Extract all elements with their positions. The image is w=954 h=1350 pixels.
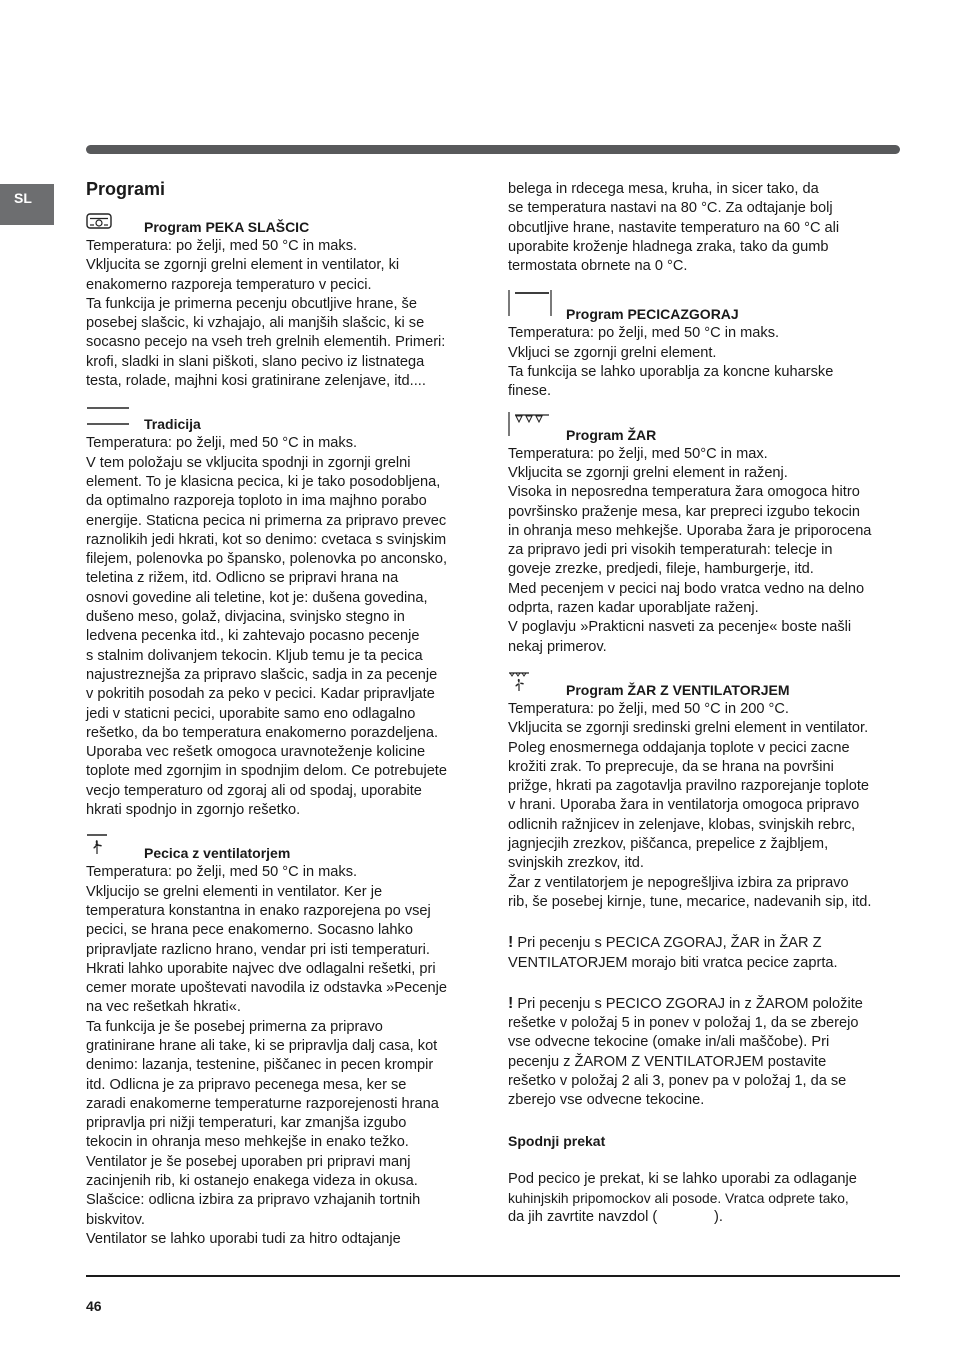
text-line: ledvena pecenka itd., ki zahtevajo pocasno pecenje: [86, 628, 420, 645]
text-line: najustreznejša za pripravo slašcic, sadja in za pecenje: [86, 666, 438, 683]
continued-text: [508, 180, 888, 276]
bottom-rule: [86, 1275, 900, 1277]
text-line: V poglavju »Prakticni nasveti za pecenje« boste našli: [508, 619, 852, 636]
text-line: se temperatura nastavi na 80 °C. Za odtajanje bolj: [508, 200, 833, 217]
text-line: rešetko, da bo temperatura enakomerno porazdeljena.: [86, 724, 439, 741]
text-line: obcutljive hrane, nastavite temperaturo na 60 °C ali: [508, 219, 840, 236]
text-line: vse odvecne tekocine (omake in/ali maščobe). Pri: [508, 1034, 830, 1051]
text-line: socasno pecejo na vseh treh grelnih elementih. Primeri:: [86, 334, 446, 351]
text-line: odprta, razen kadar uporabljate raženj.: [508, 600, 759, 617]
text-line: belega in rdecega mesa, kruha, in sicer tako, da: [508, 181, 819, 197]
text-line: nekaj primerov.: [508, 638, 607, 655]
text-line: svinjskih zrezkov, itd.: [508, 855, 644, 872]
text-line: Poleg enosmernega oddajanja toplote v pecici zacne: [508, 739, 850, 756]
text-line: da optimalno razporeja toploto in ima majhno porabo: [86, 493, 427, 510]
text-line: zberejo vse odvecne tekocine.: [508, 1092, 705, 1109]
text-line: rib, še posebej kirnje, tune, mecarice, nadevanih sip, itd.: [508, 893, 872, 910]
text-line: energije. Staticna pecica ni primerna za pripravo prevec: [86, 512, 447, 529]
text-line: Ventilator je še posebej uporaben pri pripravi manj: [86, 1153, 411, 1170]
text-line: rešetko v položaj 2 ali 3, ponev pa v položaj 1, da se: [508, 1072, 847, 1089]
text-line: toplote med zgornjim in spodnjim delom. Ce potrebujete: [86, 763, 447, 780]
top-decorative-bar: [86, 145, 900, 154]
text-line: raznolikih jedi hkrati, kot so denimo: cvetaca s svinjskim: [86, 531, 447, 548]
top-bottom-heat-icon: [86, 406, 130, 432]
text-line: pripravljate razlicno hrano, vendar pri isti temperaturi.: [86, 941, 430, 958]
text-line: Temperatura: po želji, med 50 °C in maks.: [508, 325, 780, 342]
text-line: s stalnim dolivanjem tekocin. Kljub temu je ta pecica: [86, 647, 423, 664]
text-line: Temperatura: po želji, med 50°C in max.: [508, 445, 768, 462]
text-line: Ventilator se lahko uporabi tudi za hitro odtajanje: [86, 1230, 401, 1247]
warning-rack-position: [508, 994, 888, 1111]
text-line: zacinjenih rib, ki ostanejo enakega videza in okusa.: [86, 1173, 418, 1190]
text-line: kuhinjskih pripomockov ali posode. Vratca odprete tako,: [508, 1191, 849, 1207]
program-peka-section: [86, 215, 466, 391]
text-line: Hkrati lahko uporabite najvec dve odlagalni rešetki, pri: [86, 960, 436, 977]
top-heat-icon: [508, 290, 552, 322]
text-line: Slašcice: odlicna izbira za pripravo vzhajanih tortnih: [86, 1192, 421, 1209]
program-zgoraj-label: Program PECICAZGORAJ: [566, 306, 739, 323]
text-line: goveje zrezke, predjedi, fileje, hamburgerje, itd.: [508, 561, 814, 578]
fan-icon: [86, 833, 108, 861]
text-line: dušeno meso, golaž, divjacina, svinjsko stegno in: [86, 609, 405, 626]
text-line: Žar z ventilatorjem je nepogrešljiva izbira za pripravo: [508, 874, 849, 891]
text-line: vecjo temperaturo od zgoraj ali od spodaj, uporabite: [86, 782, 422, 799]
page-title: Programi: [86, 179, 166, 199]
program-zgoraj-section: [508, 302, 888, 401]
text-line: Vkljucijo se grelni elementi in ventilator. Ker je: [86, 883, 383, 900]
text-line: Vkljuci se zgornji grelni element.: [508, 344, 717, 361]
program-zar-ventilator-section: [508, 678, 888, 912]
text-line: jedi v staticni pecici, uporabite samo eno odlagalno: [86, 705, 416, 722]
text-line: krofi, sladki in slani piškoti, slano pecivo iz listnatega: [86, 353, 425, 370]
text-line: da jih zavrtite navzdol ( ).: [508, 1209, 723, 1226]
text-line: Ta funkcija je primerna pecenju obcutljive hrane, še: [86, 295, 417, 312]
text-line: Temperatura: po želji, med 50 °C in maks.: [86, 435, 358, 452]
language-tab: SL: [0, 184, 54, 225]
text-line: [508, 933, 888, 953]
text-line: jagnjecjih zrezkov, piščanca, prepelice z žajbljem,: [508, 836, 829, 853]
text-line: Temperatura: po želji, med 50 °C in maks.: [86, 864, 358, 881]
warning-text: Pri pecenju s PECICA ZGORAJ, ŽAR in ŽAR Z: [513, 935, 822, 952]
program-zar-ventilator-label: Program ŽAR Z VENTILATORJEM: [566, 681, 790, 698]
text-line: v hrani. Uporaba žara in ventilatorja omogoca pripravo: [508, 797, 860, 814]
pastry-oven-icon: [86, 213, 112, 235]
program-zar-section: [508, 423, 888, 657]
page-number: 46: [86, 1298, 102, 1314]
left-column: [86, 178, 466, 1270]
text-line: temperatura konstantna in enako razporejena po vsej: [86, 902, 431, 919]
text-line: pripravlja pri nižji temperaturi, kar zmanjša izgubo: [86, 1115, 407, 1132]
text-line: in ohranja meso mehkejše. Uporaba žara je priporocena: [508, 522, 872, 539]
text-line: VENTILATORJEM morajo biti vratca pecice zaprta.: [508, 954, 838, 971]
spodnji-prekat-section: [508, 1132, 888, 1228]
text-line: testa, rolade, majhni kosi gratinirane zelenjave, itd....: [86, 373, 426, 390]
text-line: gratinirane hrane ali take, ki se pripravlja dalj casa, kot: [86, 1037, 438, 1054]
text-line: Ta funkcija je še posebej primerna za pripravo: [86, 1018, 383, 1035]
text-line: na vec rešetkah hkrati«.: [86, 999, 241, 1016]
warning-text: Pri pecenju s PECICO ZGORAJ in z ŽAROM položite: [513, 995, 863, 1012]
text-line: enakomerno razporeja temperaturo v pecici.: [86, 276, 372, 293]
program-tradicija-section: [86, 412, 466, 820]
fan-grill-icon: [508, 672, 530, 698]
text-line: teletina z rižem, itd. Odlicno se pripravi hrana na: [86, 570, 399, 587]
warning-mark: !: [508, 934, 514, 952]
text-line: Ta funkcija se lahko uporablja za koncne kuharske: [508, 364, 834, 381]
text-line: za pripravo jedi pri visokih temperaturah: telecje in: [508, 542, 833, 559]
program-tradicija-label: Tradicija: [144, 416, 201, 433]
text-line: hkrati spodnjo in zgornjo rešetko.: [86, 802, 301, 819]
warning-door-closed: [508, 933, 888, 973]
text-line: Vkljucita se zgornji grelni element in raženj.: [508, 464, 788, 481]
text-line: pecenju z ŽAROM Z VENTILATORJEM postavite: [508, 1053, 827, 1070]
text-line: element. To je klasicna pecica, ki je tako posodobljena,: [86, 473, 441, 490]
text-line: Temperatura: po želji, med 50 °C in maks.: [86, 238, 358, 254]
grill-icon: [508, 412, 552, 442]
program-ventilator-label: Pecica z ventilatorjem: [144, 845, 291, 862]
text-line: Pod pecico je prekat, ki se lahko uporabi za odlaganje: [508, 1170, 857, 1187]
text-line: posebej slašcic, ki vzhajajo, ali manjših slašcic, ki se: [86, 315, 425, 332]
text-line: uporabite kroženje hladnega zraka, tako da gumb: [508, 238, 829, 255]
text-line: zaradi enakomerne temperaturne razporejenosti hrana: [86, 1095, 439, 1112]
text-line: Vkljucita se zgornji grelni element in ventilator, ki: [86, 257, 400, 274]
text-line: [508, 994, 888, 1014]
text-line: Vkljucita se zgornji sredinski grelni element in ventilator.: [508, 720, 869, 737]
spodnji-prekat-heading: Spodnji prekat: [508, 1132, 606, 1149]
text-line: V tem položaju se vkljucita spodnji in zgornji grelni: [86, 454, 411, 471]
text-line: finese.: [508, 383, 551, 400]
warning-mark: !: [508, 994, 514, 1012]
text-line: v pokritih posodah za peko v pecici. Kadar pripravljate: [86, 686, 435, 703]
text-line: osnovi govedine ali teletine, kot je: dušena govedina,: [86, 589, 428, 606]
right-column: [508, 180, 888, 1249]
text-line: rešetke v položaj 5 in ponev v položaj 1, da se zberejo: [508, 1015, 859, 1032]
program-peka-label: Program PEKA SLAŠCIC: [144, 219, 310, 235]
text-line: denimo: lazanja, testenine, piščanec in pecen krompir: [86, 1057, 434, 1074]
text-line: filejem, polenovka po špansko, polenovka po anconsko,: [86, 551, 448, 568]
text-line: krožiti zrak. To preprecuje, da se hrana na površini: [508, 758, 834, 775]
text-line: pecici, se hrana pece enakomerno. Socasno lahko: [86, 922, 413, 939]
text-line: Uporaba vec rešetk omogoca uravnoteženje kolicine: [86, 744, 426, 761]
text-line: cemer morate upoštevati navodila iz odstavka »Pecenje: [86, 980, 447, 997]
text-line: površinsko praženje mesa, kar prepreci izgubo tekocin: [508, 503, 861, 520]
program-ventilator-section: [86, 841, 466, 1249]
program-zar-label: Program ŽAR: [566, 426, 657, 443]
text-line: tekocin in ohranja meso mehkejše in enako težko.: [86, 1134, 409, 1151]
text-line: biskvitov.: [86, 1211, 145, 1228]
text-line: Temperatura: po želji, med 50 °C in 200 °C.: [508, 700, 789, 717]
text-line: itd. Odlicna je za pripravo pecenega mesa, ker se: [86, 1076, 407, 1093]
text-line: termostata obrnete na 0 °C.: [508, 258, 688, 275]
text-line: Visoka in neposredna temperatura žara omogoca hitro: [508, 484, 860, 501]
text-line: odlicnih ražnjicev in zelenjave, klobas, svinjskih rebrc,: [508, 816, 856, 833]
text-line: prižge, hkrati pa zagotavlja pravilno razporejanje toplote: [508, 778, 870, 795]
text-line: Med pecenjem v pecici naj bodo vratca vedno na delno: [508, 580, 865, 597]
